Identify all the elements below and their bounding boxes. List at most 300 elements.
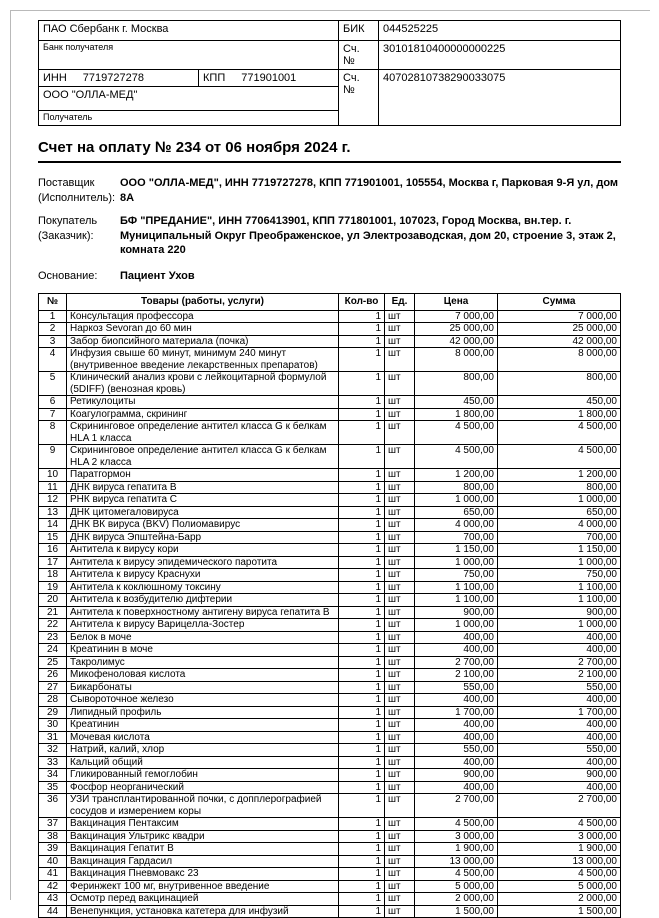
item-number: 24	[39, 644, 67, 657]
item-unit: шт	[385, 830, 415, 843]
item-unit: шт	[385, 619, 415, 632]
table-row	[39, 494, 621, 507]
item-unit: шт	[385, 631, 415, 644]
item-unit: шт	[385, 519, 415, 532]
item-number: 6	[39, 396, 67, 409]
item-unit: шт	[385, 706, 415, 719]
item-price: 3 000,00	[415, 830, 498, 843]
item-name: ДНК цитомегаловируса	[67, 506, 339, 519]
item-price: 1 100,00	[415, 581, 498, 594]
item-name: Сывороточное железо	[67, 694, 339, 707]
item-qty: 1	[339, 719, 385, 732]
item-number: 35	[39, 781, 67, 794]
invoice-title: Счет на оплату № 234 от 06 ноября 2024 г.	[38, 139, 351, 156]
item-sum: 2 100,00	[498, 669, 621, 682]
table-row	[39, 531, 621, 544]
item-qty: 1	[339, 744, 385, 757]
item-name: Вакцинация Гепатит В	[67, 843, 339, 856]
item-unit: шт	[385, 905, 415, 918]
item-unit: шт	[385, 794, 415, 818]
item-unit: шт	[385, 606, 415, 619]
account-label: Сч. №	[339, 70, 379, 126]
item-sum: 400,00	[498, 731, 621, 744]
item-price: 4 500,00	[415, 445, 498, 469]
item-price: 400,00	[415, 694, 498, 707]
item-sum: 4 000,00	[498, 519, 621, 532]
item-price: 5 000,00	[415, 880, 498, 893]
item-price: 1 100,00	[415, 594, 498, 607]
item-unit: шт	[385, 531, 415, 544]
item-price: 400,00	[415, 719, 498, 732]
item-name: Осмотр перед вакцинацией	[67, 893, 339, 906]
item-unit: шт	[385, 348, 415, 372]
table-row	[39, 868, 621, 881]
item-name: Паратгормон	[67, 469, 339, 482]
item-unit: шт	[385, 581, 415, 594]
item-sum: 25 000,00	[498, 323, 621, 336]
item-name: Антитела к вирусу кори	[67, 544, 339, 557]
item-sum: 4 500,00	[498, 421, 621, 445]
item-name: Такролимус	[67, 656, 339, 669]
item-sum: 1 900,00	[498, 843, 621, 856]
item-unit: шт	[385, 506, 415, 519]
item-sum: 400,00	[498, 719, 621, 732]
item-unit: шт	[385, 694, 415, 707]
item-unit: шт	[385, 681, 415, 694]
item-unit: шт	[385, 756, 415, 769]
table-row	[39, 744, 621, 757]
item-qty: 1	[339, 893, 385, 906]
item-number: 41	[39, 868, 67, 881]
bik-label: БИК	[339, 21, 379, 41]
bank-name: ПАО Сбербанк г. Москва	[39, 21, 339, 41]
item-qty: 1	[339, 830, 385, 843]
table-row	[39, 706, 621, 719]
item-unit: шт	[385, 421, 415, 445]
item-number: 14	[39, 519, 67, 532]
item-qty: 1	[339, 323, 385, 336]
buyer-label-line2: (Заказчик):	[38, 229, 94, 242]
item-qty: 1	[339, 335, 385, 348]
corr-account-value: 30101810400000000225	[379, 41, 621, 70]
item-number: 23	[39, 631, 67, 644]
item-qty: 1	[339, 348, 385, 372]
item-name: Венепункция, установка катетера для инфузий	[67, 905, 339, 918]
item-number: 25	[39, 656, 67, 669]
item-qty: 1	[339, 531, 385, 544]
item-unit: шт	[385, 481, 415, 494]
item-unit: шт	[385, 594, 415, 607]
item-name: Белок в моче	[67, 631, 339, 644]
item-price: 42 000,00	[415, 335, 498, 348]
item-qty: 1	[339, 569, 385, 582]
item-number: 44	[39, 905, 67, 918]
item-number: 33	[39, 756, 67, 769]
item-name: Антитела к возбудителю дифтерии	[67, 594, 339, 607]
table-row	[39, 681, 621, 694]
basis-label: Основание:	[38, 269, 98, 282]
table-row	[39, 569, 621, 582]
item-price: 2 700,00	[415, 656, 498, 669]
item-unit: шт	[385, 843, 415, 856]
item-number: 28	[39, 694, 67, 707]
item-number: 4	[39, 348, 67, 372]
item-unit: шт	[385, 372, 415, 396]
item-price: 900,00	[415, 769, 498, 782]
item-price: 1 900,00	[415, 843, 498, 856]
kpp-cell	[199, 70, 339, 87]
item-name: УЗИ трансплантированной почки, с допплерографией сосудов и измерением коры	[67, 794, 339, 818]
table-row	[39, 335, 621, 348]
item-number: 20	[39, 594, 67, 607]
item-sum: 13 000,00	[498, 855, 621, 868]
item-sum: 400,00	[498, 781, 621, 794]
item-qty: 1	[339, 880, 385, 893]
item-price: 4 500,00	[415, 421, 498, 445]
item-qty: 1	[339, 581, 385, 594]
table-row	[39, 372, 621, 396]
item-qty: 1	[339, 631, 385, 644]
table-row	[39, 719, 621, 732]
table-row	[39, 843, 621, 856]
item-sum: 3 000,00	[498, 830, 621, 843]
item-number: 8	[39, 421, 67, 445]
item-qty: 1	[339, 506, 385, 519]
item-name: Вакцинация Пентаксим	[67, 818, 339, 831]
item-price: 550,00	[415, 744, 498, 757]
table-row	[39, 731, 621, 744]
item-qty: 1	[339, 669, 385, 682]
item-sum: 400,00	[498, 694, 621, 707]
item-unit: шт	[385, 396, 415, 409]
item-name: Мочевая кислота	[67, 731, 339, 744]
item-price: 1 000,00	[415, 494, 498, 507]
item-unit: шт	[385, 445, 415, 469]
item-price: 2 700,00	[415, 794, 498, 818]
item-name: Вакцинация Гардасил	[67, 855, 339, 868]
item-price: 1 200,00	[415, 469, 498, 482]
item-number: 2	[39, 323, 67, 336]
item-price: 1 150,00	[415, 544, 498, 557]
item-number: 39	[39, 843, 67, 856]
item-sum: 550,00	[498, 744, 621, 757]
item-price: 4 000,00	[415, 519, 498, 532]
header-price: Цена	[415, 294, 498, 311]
table-row	[39, 323, 621, 336]
item-name: Бикарбонаты	[67, 681, 339, 694]
item-sum: 42 000,00	[498, 335, 621, 348]
item-unit: шт	[385, 644, 415, 657]
item-unit: шт	[385, 569, 415, 582]
table-row	[39, 669, 621, 682]
item-name: Забор биопсийного материала (почка)	[67, 335, 339, 348]
header-name: Товары (работы, услуги)	[67, 294, 339, 311]
table-row	[39, 619, 621, 632]
item-price: 450,00	[415, 396, 498, 409]
item-name: Инфузия свыше 60 минут, минимум 240 минут (внутривенное введение лекарственных препаратов)	[67, 348, 339, 372]
item-number: 29	[39, 706, 67, 719]
item-name: ДНК вируса гепатита В	[67, 481, 339, 494]
item-sum: 1 200,00	[498, 469, 621, 482]
item-sum: 650,00	[498, 506, 621, 519]
item-qty: 1	[339, 606, 385, 619]
item-unit: шт	[385, 731, 415, 744]
item-qty: 1	[339, 706, 385, 719]
item-name: Креатинин в моче	[67, 644, 339, 657]
item-price: 2 100,00	[415, 669, 498, 682]
inn-value: 7719727278	[82, 72, 144, 84]
item-unit: шт	[385, 744, 415, 757]
item-price: 700,00	[415, 531, 498, 544]
items-header-row	[39, 294, 621, 311]
item-qty: 1	[339, 544, 385, 557]
table-row	[39, 519, 621, 532]
item-sum: 2 000,00	[498, 893, 621, 906]
item-sum: 800,00	[498, 372, 621, 396]
item-name: Натрий, калий, хлор	[67, 744, 339, 757]
item-number: 10	[39, 469, 67, 482]
item-sum: 450,00	[498, 396, 621, 409]
item-price: 1 000,00	[415, 619, 498, 632]
item-qty: 1	[339, 481, 385, 494]
item-number: 37	[39, 818, 67, 831]
item-qty: 1	[339, 794, 385, 818]
item-number: 34	[39, 769, 67, 782]
item-unit: шт	[385, 893, 415, 906]
item-qty: 1	[339, 619, 385, 632]
item-price: 900,00	[415, 606, 498, 619]
item-sum: 800,00	[498, 481, 621, 494]
item-unit: шт	[385, 408, 415, 421]
item-qty: 1	[339, 556, 385, 569]
item-number: 21	[39, 606, 67, 619]
inn-label: ИНН	[43, 72, 67, 84]
item-sum: 1 500,00	[498, 905, 621, 918]
item-sum: 4 500,00	[498, 445, 621, 469]
recipient-name: ООО "ОЛЛА-МЕД"	[39, 87, 339, 111]
table-row	[39, 544, 621, 557]
item-sum: 4 500,00	[498, 868, 621, 881]
item-unit: шт	[385, 868, 415, 881]
item-name: Вакцинация Ультрикс квадри	[67, 830, 339, 843]
item-number: 22	[39, 619, 67, 632]
item-name: Наркоз Sevoran до 60 мин	[67, 323, 339, 336]
item-qty: 1	[339, 494, 385, 507]
item-number: 40	[39, 855, 67, 868]
item-unit: шт	[385, 719, 415, 732]
item-unit: шт	[385, 818, 415, 831]
table-row	[39, 408, 621, 421]
item-sum: 7 000,00	[498, 310, 621, 323]
item-name: Антитела к вирусу Краснухи	[67, 569, 339, 582]
item-price: 800,00	[415, 372, 498, 396]
item-number: 7	[39, 408, 67, 421]
bank-details-table	[38, 20, 621, 126]
item-price: 25 000,00	[415, 323, 498, 336]
supplier-value: ООО "ОЛЛА-МЕД", ИНН 7719727278, КПП 771901001, 105554, Москва г, Парковая 9-Я ул, дом 8А	[120, 177, 619, 204]
item-name: Липидный профиль	[67, 706, 339, 719]
item-number: 26	[39, 669, 67, 682]
item-number: 15	[39, 531, 67, 544]
table-row	[39, 594, 621, 607]
item-sum: 900,00	[498, 606, 621, 619]
item-name: Феринжект 100 мг, внутривенное введение	[67, 880, 339, 893]
item-sum: 400,00	[498, 631, 621, 644]
kpp-label: КПП	[203, 72, 226, 84]
item-name: Антитела к вирусу эпидемического паротита	[67, 556, 339, 569]
item-unit: шт	[385, 310, 415, 323]
item-qty: 1	[339, 372, 385, 396]
items-table-body	[39, 310, 621, 918]
item-name: Фосфор неорганический	[67, 781, 339, 794]
supplier-label-line2: (Исполнитель):	[38, 191, 116, 204]
buyer-label	[38, 214, 120, 258]
item-price: 1 800,00	[415, 408, 498, 421]
item-price: 400,00	[415, 781, 498, 794]
item-name: Антитела к поверхностному антигену вируса гепатита В	[67, 606, 339, 619]
item-number: 5	[39, 372, 67, 396]
item-sum: 1 150,00	[498, 544, 621, 557]
item-number: 43	[39, 893, 67, 906]
item-name: Антитела к вирусу Варицелла-Зостер	[67, 619, 339, 632]
item-unit: шт	[385, 669, 415, 682]
item-sum: 2 700,00	[498, 794, 621, 818]
item-number: 32	[39, 744, 67, 757]
table-row	[39, 396, 621, 409]
kpp-value: 771901001	[241, 72, 297, 84]
item-price: 8 000,00	[415, 348, 498, 372]
item-qty: 1	[339, 905, 385, 918]
item-sum: 750,00	[498, 569, 621, 582]
item-unit: шт	[385, 769, 415, 782]
item-qty: 1	[339, 694, 385, 707]
item-sum: 1 100,00	[498, 594, 621, 607]
table-row	[39, 694, 621, 707]
table-row	[39, 581, 621, 594]
table-row	[39, 905, 621, 918]
recipient-label: Получатель	[39, 111, 339, 126]
item-name: Вакцинация Пневмовакс 23	[67, 868, 339, 881]
item-qty: 1	[339, 408, 385, 421]
item-qty: 1	[339, 781, 385, 794]
item-unit: шт	[385, 855, 415, 868]
title-divider	[38, 161, 621, 163]
buyer-row	[38, 214, 621, 258]
table-row	[39, 481, 621, 494]
item-sum: 550,00	[498, 681, 621, 694]
item-name: Скрининговое определение антител класса G к белкам HLA 2 класса	[67, 445, 339, 469]
table-row	[39, 880, 621, 893]
supplier-row	[38, 176, 621, 205]
item-number: 19	[39, 581, 67, 594]
item-price: 800,00	[415, 481, 498, 494]
supplier-label-line1: Поставщик	[38, 177, 95, 189]
item-number: 9	[39, 445, 67, 469]
item-qty: 1	[339, 818, 385, 831]
item-unit: шт	[385, 781, 415, 794]
item-name: Клинический анализ крови с лейкоцитарной формулой (5DIFF) (венозная кровь)	[67, 372, 339, 396]
item-qty: 1	[339, 594, 385, 607]
item-name: ДНК вируса Эпштейна-Барр	[67, 531, 339, 544]
header-sum: Сумма	[498, 294, 621, 311]
item-name: Антитела к коклюшному токсину	[67, 581, 339, 594]
buyer-label-line1: Покупатель	[38, 215, 98, 228]
table-row	[39, 855, 621, 868]
item-unit: шт	[385, 656, 415, 669]
item-price: 1 700,00	[415, 706, 498, 719]
table-row	[39, 348, 621, 372]
item-qty: 1	[339, 421, 385, 445]
table-row	[39, 445, 621, 469]
table-row	[39, 769, 621, 782]
item-qty: 1	[339, 445, 385, 469]
item-unit: шт	[385, 494, 415, 507]
item-unit: шт	[385, 544, 415, 557]
item-name: Ретикулоциты	[67, 396, 339, 409]
item-qty: 1	[339, 843, 385, 856]
item-sum: 1 800,00	[498, 408, 621, 421]
table-row	[39, 756, 621, 769]
buyer-value: БФ "ПРЕДАНИЕ", ИНН 7706413901, КПП 771801001, 107023, Город Москва, вн.тер. г. Муниципальный Округ Преображенское, ул Электрозаводская, дом 20, строение 3, этаж 2, комната 220	[120, 215, 616, 257]
header-qty: Кол-во	[339, 294, 385, 311]
item-qty: 1	[339, 310, 385, 323]
item-qty: 1	[339, 469, 385, 482]
item-price: 4 500,00	[415, 818, 498, 831]
item-sum: 1 000,00	[498, 556, 621, 569]
item-number: 1	[39, 310, 67, 323]
item-name: Креатинин	[67, 719, 339, 732]
item-name: ДНК ВК вируса (BKV) Полиомавирус	[67, 519, 339, 532]
item-name: Гликированный гемоглобин	[67, 769, 339, 782]
table-row	[39, 506, 621, 519]
item-qty: 1	[339, 769, 385, 782]
item-sum: 4 500,00	[498, 818, 621, 831]
item-price: 400,00	[415, 756, 498, 769]
item-number: 30	[39, 719, 67, 732]
item-number: 11	[39, 481, 67, 494]
header-number: №	[39, 294, 67, 311]
table-row	[39, 606, 621, 619]
item-qty: 1	[339, 656, 385, 669]
item-price: 1 000,00	[415, 556, 498, 569]
item-price: 7 000,00	[415, 310, 498, 323]
supplier-label	[38, 176, 120, 205]
table-row	[39, 893, 621, 906]
item-price: 400,00	[415, 631, 498, 644]
item-unit: шт	[385, 469, 415, 482]
item-qty: 1	[339, 644, 385, 657]
item-unit: шт	[385, 556, 415, 569]
item-number: 16	[39, 544, 67, 557]
item-price: 550,00	[415, 681, 498, 694]
inn-cell	[39, 70, 199, 87]
table-row	[39, 421, 621, 445]
item-sum: 8 000,00	[498, 348, 621, 372]
items-table	[38, 293, 621, 918]
item-sum: 1 000,00	[498, 494, 621, 507]
item-sum: 400,00	[498, 756, 621, 769]
bik-value: 044525225	[379, 21, 621, 41]
item-unit: шт	[385, 880, 415, 893]
corr-account-label: Сч. №	[339, 41, 379, 70]
bank-recipient-label: Банк получателя	[39, 41, 339, 70]
item-name: РНК вируса гепатита С	[67, 494, 339, 507]
item-price: 1 500,00	[415, 905, 498, 918]
table-row	[39, 644, 621, 657]
table-row	[39, 818, 621, 831]
header-unit: Ед.	[385, 294, 415, 311]
item-sum: 400,00	[498, 644, 621, 657]
